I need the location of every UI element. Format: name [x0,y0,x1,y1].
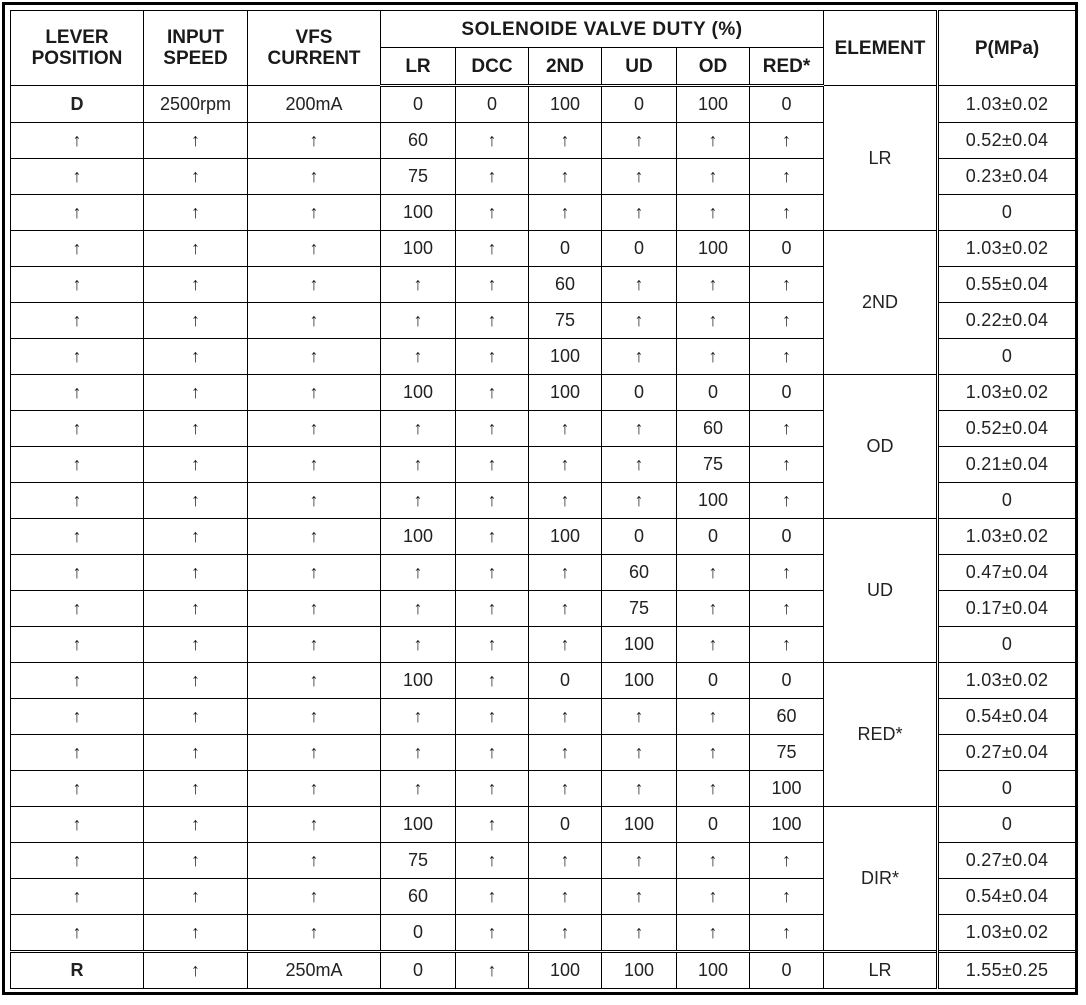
header-input-speed: INPUT SPEED [144,11,248,86]
input-speed-cell: ↑ [144,807,248,843]
pressure-cell: 0.23±0.04 [938,159,1076,195]
duty-od-cell: ↑ [677,879,750,915]
duty-ud-cell: ↑ [602,735,677,771]
vfs-current-cell: ↑ [248,267,381,303]
lever-position-cell: ↑ [11,375,144,411]
duty-od-cell: 100 [677,86,750,123]
input-speed-cell: ↑ [144,267,248,303]
duty-lr-cell: 100 [381,231,456,267]
duty-lr-cell: ↑ [381,555,456,591]
duty-lr-cell: 60 [381,879,456,915]
vfs-current-cell: ↑ [248,411,381,447]
lever-position-cell: ↑ [11,123,144,159]
lever-position-cell: ↑ [11,483,144,519]
duty-2nd-cell: ↑ [529,843,602,879]
input-speed-cell: ↑ [144,519,248,555]
table-row [11,231,1076,267]
input-speed-cell: ↑ [144,411,248,447]
duty-dcc-cell: ↑ [456,231,529,267]
vfs-current-cell: ↑ [248,699,381,735]
duty-od-cell: ↑ [677,303,750,339]
table-body [11,86,1076,989]
header-vfs-current: VFS CURRENT [248,11,381,86]
duty-ud-cell: 0 [602,231,677,267]
lever-position-cell: ↑ [11,195,144,231]
duty-red-cell: ↑ [750,339,824,375]
lever-position-cell: ↑ [11,447,144,483]
lever-position-cell: ↑ [11,519,144,555]
duty-od-cell: ↑ [677,735,750,771]
element-cell: LR [824,952,938,989]
duty-od-cell: ↑ [677,627,750,663]
pressure-cell: 0.47±0.04 [938,555,1076,591]
duty-red-cell: ↑ [750,879,824,915]
input-speed-cell: ↑ [144,699,248,735]
lever-position-cell: ↑ [11,411,144,447]
duty-dcc-cell: ↑ [456,339,529,375]
duty-2nd-cell: ↑ [529,627,602,663]
duty-od-cell: 100 [677,231,750,267]
duty-2nd-cell: ↑ [529,771,602,807]
duty-2nd-cell: ↑ [529,591,602,627]
element-cell: RED* [824,663,938,807]
duty-od-cell: 100 [677,952,750,989]
pressure-cell: 0.54±0.04 [938,699,1076,735]
duty-2nd-cell: 0 [529,807,602,843]
lever-position-cell: ↑ [11,591,144,627]
duty-red-cell: ↑ [750,627,824,663]
duty-dcc-cell: ↑ [456,915,529,952]
pressure-cell: 1.03±0.02 [938,915,1076,952]
pressure-cell: 1.03±0.02 [938,519,1076,555]
element-cell: UD [824,519,938,663]
duty-lr-cell: ↑ [381,591,456,627]
lever-position-cell: ↑ [11,807,144,843]
duty-red-cell: ↑ [750,555,824,591]
duty-dcc-cell: ↑ [456,519,529,555]
duty-red-cell: 75 [750,735,824,771]
duty-od-cell: ↑ [677,555,750,591]
header-pressure: P(MPa) [938,11,1076,86]
pressure-cell: 1.03±0.02 [938,663,1076,699]
table-row [11,86,1076,123]
input-speed-cell: ↑ [144,555,248,591]
duty-lr-cell: ↑ [381,771,456,807]
duty-od-cell: 100 [677,483,750,519]
pressure-cell: 0 [938,339,1076,375]
vfs-current-cell: ↑ [248,915,381,952]
duty-dcc-cell: ↑ [456,267,529,303]
duty-ud-cell: 100 [602,627,677,663]
duty-red-cell: ↑ [750,483,824,519]
duty-red-cell: ↑ [750,159,824,195]
duty-ud-cell: ↑ [602,411,677,447]
vfs-current-cell: ↑ [248,771,381,807]
duty-red-cell: 0 [750,375,824,411]
lever-position-cell: ↑ [11,699,144,735]
table-row [11,807,1076,843]
duty-2nd-cell: 100 [529,86,602,123]
element-cell: DIR* [824,807,938,952]
header-lr: LR [381,48,456,86]
duty-red-cell: 0 [750,231,824,267]
duty-ud-cell: ↑ [602,699,677,735]
lever-position-cell: ↑ [11,915,144,952]
pressure-cell: 0.27±0.04 [938,843,1076,879]
duty-2nd-cell: 100 [529,339,602,375]
duty-red-cell: 0 [750,86,824,123]
duty-red-cell: ↑ [750,195,824,231]
header-od: OD [677,48,750,86]
lever-position-cell: ↑ [11,267,144,303]
duty-dcc-cell: ↑ [456,123,529,159]
duty-lr-cell: 0 [381,86,456,123]
vfs-current-cell: ↑ [248,519,381,555]
header-dcc: DCC [456,48,529,86]
vfs-current-cell: ↑ [248,627,381,663]
duty-dcc-cell: ↑ [456,303,529,339]
duty-ud-cell: 0 [602,86,677,123]
duty-lr-cell: ↑ [381,339,456,375]
pressure-cell: 0 [938,195,1076,231]
duty-2nd-cell: ↑ [529,159,602,195]
duty-dcc-cell: ↑ [456,447,529,483]
input-speed-cell: ↑ [144,195,248,231]
duty-lr-cell: ↑ [381,447,456,483]
vfs-current-cell: ↑ [248,339,381,375]
lever-position-cell: ↑ [11,159,144,195]
duty-ud-cell: 75 [602,591,677,627]
input-speed-cell: ↑ [144,231,248,267]
duty-ud-cell: ↑ [602,483,677,519]
duty-od-cell: 0 [677,375,750,411]
table-row [11,519,1076,555]
duty-od-cell: ↑ [677,591,750,627]
element-cell: 2ND [824,231,938,375]
duty-2nd-cell: ↑ [529,915,602,952]
duty-lr-cell: ↑ [381,735,456,771]
vfs-current-cell: ↑ [248,807,381,843]
lever-position-cell: ↑ [11,771,144,807]
duty-ud-cell: ↑ [602,843,677,879]
duty-od-cell: 0 [677,519,750,555]
duty-od-cell: 0 [677,663,750,699]
duty-red-cell: ↑ [750,447,824,483]
input-speed-cell: 2500rpm [144,86,248,123]
duty-lr-cell: 100 [381,663,456,699]
input-speed-cell: ↑ [144,879,248,915]
duty-2nd-cell: ↑ [529,195,602,231]
duty-2nd-cell: 60 [529,267,602,303]
duty-lr-cell: ↑ [381,627,456,663]
header-ud: UD [602,48,677,86]
solenoid-test-table [10,10,1076,989]
input-speed-cell: ↑ [144,447,248,483]
input-speed-cell: ↑ [144,123,248,159]
duty-2nd-cell: ↑ [529,447,602,483]
duty-lr-cell: ↑ [381,411,456,447]
duty-lr-cell: 75 [381,843,456,879]
duty-ud-cell: ↑ [602,339,677,375]
duty-dcc-cell: ↑ [456,663,529,699]
pressure-cell: 0 [938,807,1076,843]
duty-2nd-cell: 100 [529,375,602,411]
lever-position-cell: R [11,952,144,989]
input-speed-cell: ↑ [144,591,248,627]
pressure-cell: 0.22±0.04 [938,303,1076,339]
pressure-cell: 0.21±0.04 [938,447,1076,483]
pressure-cell: 0.55±0.04 [938,267,1076,303]
duty-2nd-cell: 100 [529,519,602,555]
duty-red-cell: 100 [750,807,824,843]
duty-2nd-cell: ↑ [529,735,602,771]
duty-ud-cell: ↑ [602,123,677,159]
duty-2nd-cell: ↑ [529,123,602,159]
vfs-current-cell: ↑ [248,879,381,915]
element-cell: OD [824,375,938,519]
input-speed-cell: ↑ [144,915,248,952]
table-row [11,375,1076,411]
duty-ud-cell: ↑ [602,267,677,303]
duty-dcc-cell: ↑ [456,591,529,627]
duty-2nd-cell: ↑ [529,483,602,519]
duty-lr-cell: 100 [381,375,456,411]
duty-od-cell: ↑ [677,195,750,231]
duty-lr-cell: 100 [381,807,456,843]
duty-od-cell: ↑ [677,123,750,159]
table-row [11,663,1076,699]
vfs-current-cell: ↑ [248,735,381,771]
duty-2nd-cell: ↑ [529,699,602,735]
duty-od-cell: 75 [677,447,750,483]
vfs-current-cell: ↑ [248,663,381,699]
lever-position-cell: ↑ [11,303,144,339]
vfs-current-cell: ↑ [248,375,381,411]
pressure-cell: 1.03±0.02 [938,375,1076,411]
header-red: RED* [750,48,824,86]
duty-red-cell: 100 [750,771,824,807]
input-speed-cell: ↑ [144,735,248,771]
input-speed-cell: ↑ [144,375,248,411]
pressure-cell: 0 [938,483,1076,519]
input-speed-cell: ↑ [144,843,248,879]
pressure-cell: 0.52±0.04 [938,123,1076,159]
duty-ud-cell: ↑ [602,915,677,952]
duty-lr-cell: 60 [381,123,456,159]
duty-red-cell: ↑ [750,591,824,627]
duty-lr-cell: 75 [381,159,456,195]
vfs-current-cell: ↑ [248,231,381,267]
duty-dcc-cell: ↑ [456,195,529,231]
vfs-current-cell: ↑ [248,303,381,339]
lever-position-cell: ↑ [11,339,144,375]
pressure-cell: 0 [938,771,1076,807]
duty-dcc-cell: ↑ [456,411,529,447]
duty-od-cell: ↑ [677,699,750,735]
vfs-current-cell: ↑ [248,555,381,591]
header-lever-position: LEVER POSITION [11,11,144,86]
duty-dcc-cell: ↑ [456,879,529,915]
duty-lr-cell: 0 [381,915,456,952]
duty-ud-cell: ↑ [602,195,677,231]
input-speed-cell: ↑ [144,627,248,663]
element-cell: LR [824,86,938,231]
duty-red-cell: 0 [750,519,824,555]
duty-red-cell: ↑ [750,123,824,159]
pressure-cell: 0.52±0.04 [938,411,1076,447]
duty-dcc-cell: ↑ [456,807,529,843]
duty-2nd-cell: ↑ [529,411,602,447]
header-2nd: 2ND [529,48,602,86]
duty-dcc-cell: ↑ [456,699,529,735]
duty-od-cell: ↑ [677,843,750,879]
duty-2nd-cell: 75 [529,303,602,339]
duty-red-cell: ↑ [750,303,824,339]
duty-dcc-cell: ↑ [456,843,529,879]
pressure-cell: 1.55±0.25 [938,952,1076,989]
duty-od-cell: ↑ [677,267,750,303]
lever-position-cell: ↑ [11,627,144,663]
duty-dcc-cell: 0 [456,86,529,123]
duty-od-cell: ↑ [677,159,750,195]
duty-2nd-cell: 0 [529,231,602,267]
table-row-reverse [11,952,1076,989]
duty-dcc-cell: ↑ [456,375,529,411]
input-speed-cell: ↑ [144,663,248,699]
duty-red-cell: 0 [750,952,824,989]
duty-dcc-cell: ↑ [456,771,529,807]
duty-lr-cell: 100 [381,519,456,555]
header-solenoid-valve-duty: SOLENOIDE VALVE DUTY (%) [381,11,824,48]
duty-od-cell: ↑ [677,339,750,375]
input-speed-cell: ↑ [144,339,248,375]
duty-lr-cell: ↑ [381,267,456,303]
lever-position-cell: D [11,86,144,123]
duty-od-cell: 0 [677,807,750,843]
duty-red-cell: ↑ [750,915,824,952]
duty-lr-cell: ↑ [381,483,456,519]
duty-lr-cell: 0 [381,952,456,989]
duty-ud-cell: 0 [602,519,677,555]
vfs-current-cell: ↑ [248,447,381,483]
duty-od-cell: 60 [677,411,750,447]
pressure-cell: 0.27±0.04 [938,735,1076,771]
duty-ud-cell: ↑ [602,879,677,915]
input-speed-cell: ↑ [144,159,248,195]
lever-position-cell: ↑ [11,843,144,879]
duty-2nd-cell: 100 [529,952,602,989]
duty-lr-cell: ↑ [381,699,456,735]
duty-ud-cell: 100 [602,952,677,989]
duty-ud-cell: 0 [602,375,677,411]
duty-2nd-cell: 0 [529,663,602,699]
pressure-cell: 0.17±0.04 [938,591,1076,627]
duty-dcc-cell: ↑ [456,627,529,663]
input-speed-cell: ↑ [144,483,248,519]
vfs-current-cell: ↑ [248,195,381,231]
duty-red-cell: ↑ [750,411,824,447]
duty-od-cell: ↑ [677,771,750,807]
duty-dcc-cell: ↑ [456,735,529,771]
duty-red-cell: ↑ [750,843,824,879]
duty-dcc-cell: ↑ [456,952,529,989]
header-element: ELEMENT [824,11,938,86]
lever-position-cell: ↑ [11,231,144,267]
duty-ud-cell: 60 [602,555,677,591]
vfs-current-cell: 200mA [248,86,381,123]
pressure-cell: 1.03±0.02 [938,231,1076,267]
duty-ud-cell: ↑ [602,771,677,807]
vfs-current-cell: 250mA [248,952,381,989]
duty-2nd-cell: ↑ [529,879,602,915]
duty-ud-cell: ↑ [602,303,677,339]
vfs-current-cell: ↑ [248,159,381,195]
lever-position-cell: ↑ [11,735,144,771]
lever-position-cell: ↑ [11,663,144,699]
duty-red-cell: 60 [750,699,824,735]
duty-dcc-cell: ↑ [456,555,529,591]
vfs-current-cell: ↑ [248,843,381,879]
duty-lr-cell: 100 [381,195,456,231]
pressure-cell: 0.54±0.04 [938,879,1076,915]
lever-position-cell: ↑ [11,555,144,591]
duty-ud-cell: 100 [602,807,677,843]
duty-red-cell: 0 [750,663,824,699]
duty-2nd-cell: ↑ [529,555,602,591]
table-frame [2,2,1078,995]
lever-position-cell: ↑ [11,879,144,915]
duty-od-cell: ↑ [677,915,750,952]
duty-red-cell: ↑ [750,267,824,303]
input-speed-cell: ↑ [144,952,248,989]
duty-ud-cell: ↑ [602,447,677,483]
vfs-current-cell: ↑ [248,483,381,519]
duty-ud-cell: ↑ [602,159,677,195]
duty-dcc-cell: ↑ [456,159,529,195]
vfs-current-cell: ↑ [248,123,381,159]
pressure-cell: 1.03±0.02 [938,86,1076,123]
pressure-cell: 0 [938,627,1076,663]
vfs-current-cell: ↑ [248,591,381,627]
duty-dcc-cell: ↑ [456,483,529,519]
duty-ud-cell: 100 [602,663,677,699]
duty-lr-cell: ↑ [381,303,456,339]
input-speed-cell: ↑ [144,771,248,807]
input-speed-cell: ↑ [144,303,248,339]
